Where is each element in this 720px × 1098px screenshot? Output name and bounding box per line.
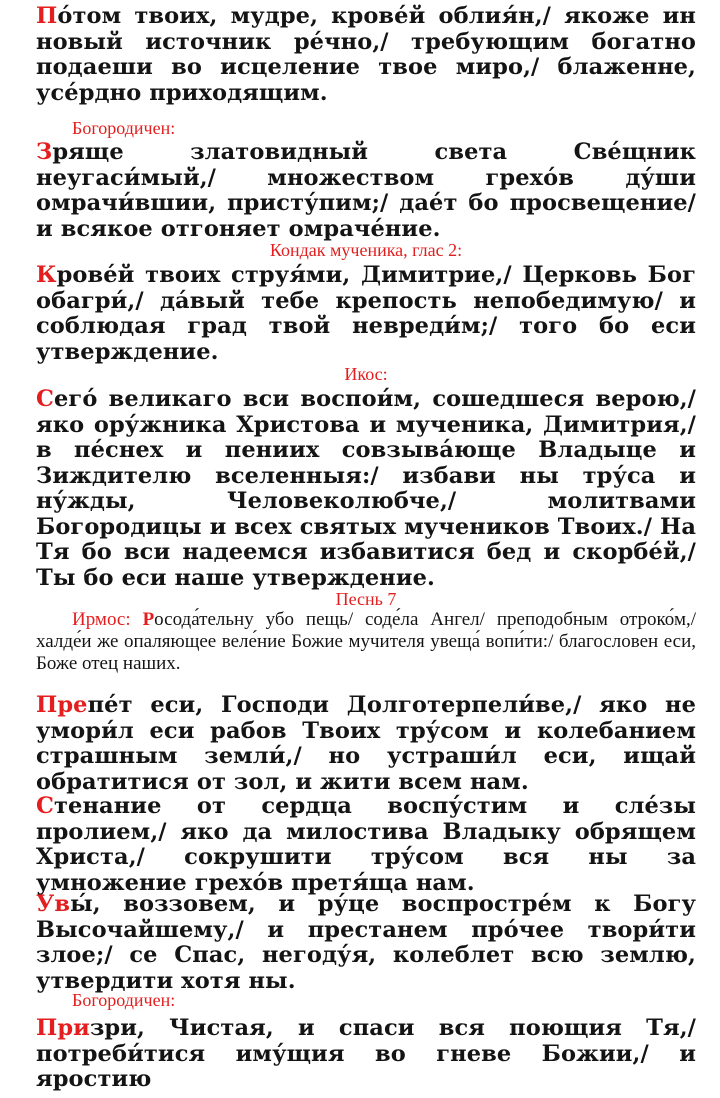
theotokion-label: Богородичен: — [72, 118, 176, 138]
theotokion-label-2: Богородичен: — [72, 990, 176, 1010]
initial-letter: З — [36, 139, 53, 165]
paragraph-text: пе́т еси, Господи Долготерпели́ве,/ яко не умори́л еси рабов Твоих тру́сом и колебанием страшным земли́,/ но устраши́л еси, ищай обратитися от зол, и жити всем нам. — [36, 692, 696, 795]
initial-letter: К — [36, 262, 57, 288]
paragraph-text: осода́тельну убо пещь/ соде́ла Ангел/ преподобным отроко́м,/ халде́и же опаляющее веле́ние Божие мучителя увеща́ вопи́ти:/ благословен еси, Боже отец наших. — [36, 609, 696, 674]
kontakion-heading: Кондак мученика, глас 2: — [269, 240, 463, 260]
kontakion-text — [36, 263, 696, 365]
troparion-2 — [36, 693, 696, 795]
ikos-heading: Икос: — [344, 364, 388, 384]
paragraph-text: тенание от сердца воспу́стим и сле́зы пролием,/ яко да милостива Владыку обрящем Христа,/ сокрушити тру́сом вся ны за умножение грехо́в претя́ща нам. — [36, 793, 696, 896]
paragraph-text: зри, Чистая, и спаси вся поющия Тя,/ потреби́тися иму́щия во гневе Божии,/ и яростию — [36, 1015, 696, 1092]
initial-letter: При — [36, 1015, 90, 1041]
ikos-text — [36, 387, 696, 591]
initial-letter: С — [36, 386, 55, 412]
initial-letter: Пре — [36, 692, 88, 718]
irmos-text — [36, 609, 696, 675]
initial-letter: Ув — [36, 891, 71, 917]
paragraph-text: ряще златовидный света Све́щник неугаси́мый,/ множеством грехо́в ду́ши омрачи́вшии, присту́пим;/ дае́т бо просвещение/ и всякое отгоняет омраче́ние. — [36, 139, 696, 242]
troparion-3 — [36, 794, 696, 896]
theotokion-2 — [36, 1016, 696, 1093]
initial-letter: С — [36, 793, 55, 819]
ode-heading: Песнь 7 — [335, 589, 397, 609]
paragraph-text: о́том твоих, мудре, крове́й облия́н,/ якоже ин новый источник ре́чно,/ требующим богатно подаеши во исцеление твое миро,/ блаженне, усе́рдно приходящим. — [36, 3, 696, 106]
paragraph-text: его́ великаго вси воспои́м, сошедшеся верою,/ яко ору́жника Христова и мученика, Димитрия,/ в пе́снех и пениих совзыва́юще Владыце и Зиждителю вселенныя:/ избави ны тру́са и ну́жды, Человеколюбче,/ молитвами Богородицы и всех святых мучеников Твоих./ На Тя бо вси надеемся избавитися бед и скорбе́й,/ Ты бо еси наше утверждение. — [36, 386, 696, 591]
initial-letter: П — [36, 3, 58, 29]
theotokion-1 — [36, 140, 696, 242]
troparion-1 — [36, 4, 696, 106]
paragraph-text: ы́, воззовем, и ру́це воспростре́м к Богу Высочайшему,/ и престанем про́чее твори́ти злое;/ се Спас, негоду́я, колеблет всю землю, утвердити хотя ны. — [36, 891, 696, 994]
troparion-4 — [36, 892, 696, 994]
paragraph-text: рове́й твоих струя́ми, Димитрие,/ Церковь Бог обагри́,/ да́вый тебе крепость непобедимую/ и соблюдая град твой невреди́м;/ того бо еси утверждение. — [36, 262, 696, 365]
irmos-label: Ирмос: — [72, 609, 131, 630]
initial-letter: Р — [142, 609, 155, 630]
